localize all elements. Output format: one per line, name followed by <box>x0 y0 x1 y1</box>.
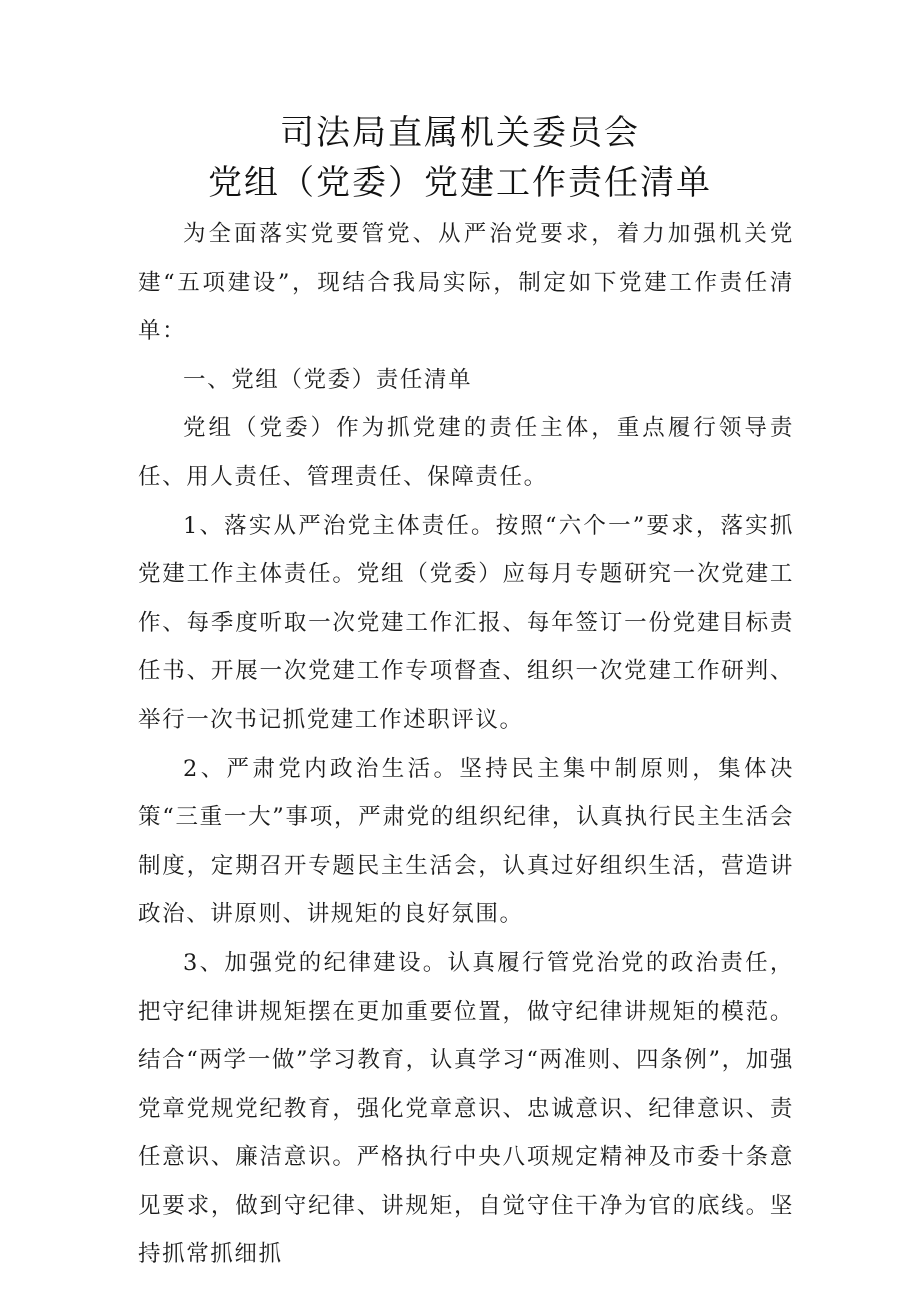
paragraph-item-1: 1、落实从严治党主体责任。按照“六个一”要求，落实抓党建工作主体责任。党组（党委）应每月专题研究一次党建工作、每季度听取一次党建工作汇报、每年签订一份党建目标责任书、开展一次党建工作专项督查、组织一次党建工作研判、举行一次书记抓党建工作述职评议。 <box>138 512 794 733</box>
paragraph-responsibility-subject: 党组（党委）作为抓党建的责任主体，重点履行领导责任、用人责任、管理责任、保障责任。 <box>138 415 794 490</box>
paragraph-item-3: 3、加强党的纪律建设。认真履行管党治党的政治责任，把守纪律讲规矩摆在更加重要位置，做守纪律讲规矩的模范。结合“两学一做”学习教育，认真学习“两准则、四条例”，加强党章党规党纪教育，强化党章意识、忠诚意识、纪律意识、责任意识、廉洁意识。严格执行中央八项规定精神及市委十条意见要求，做到守纪律、讲规矩，自觉守住干净为官的底线。坚持抓常抓细抓 <box>138 949 794 1268</box>
section-heading: 一、党组（党委）责任清单 <box>183 366 473 393</box>
title-line-2: 党组（党委）党建工作责任清单 <box>208 163 712 203</box>
document-title <box>0 108 920 208</box>
paragraph-intro: 为全面落实党要管党、从严治党要求，着力加强机关党建“五项建设”，现结合我局实际，制定如下党建工作责任清单： <box>138 221 794 345</box>
paragraph-item-2: 2、严肃党内政治生活。坚持民主集中制原则，集体决策“三重一大”事项，严肃党的组织纪律，认真执行民主生活会制度，定期召开专题民主生活会，认真过好组织生活，营造讲政治、讲原则、讲规矩的良好氛围。 <box>138 755 794 928</box>
document-body <box>138 210 794 1279</box>
title-line-1: 司法局直属机关委员会 <box>280 113 640 153</box>
